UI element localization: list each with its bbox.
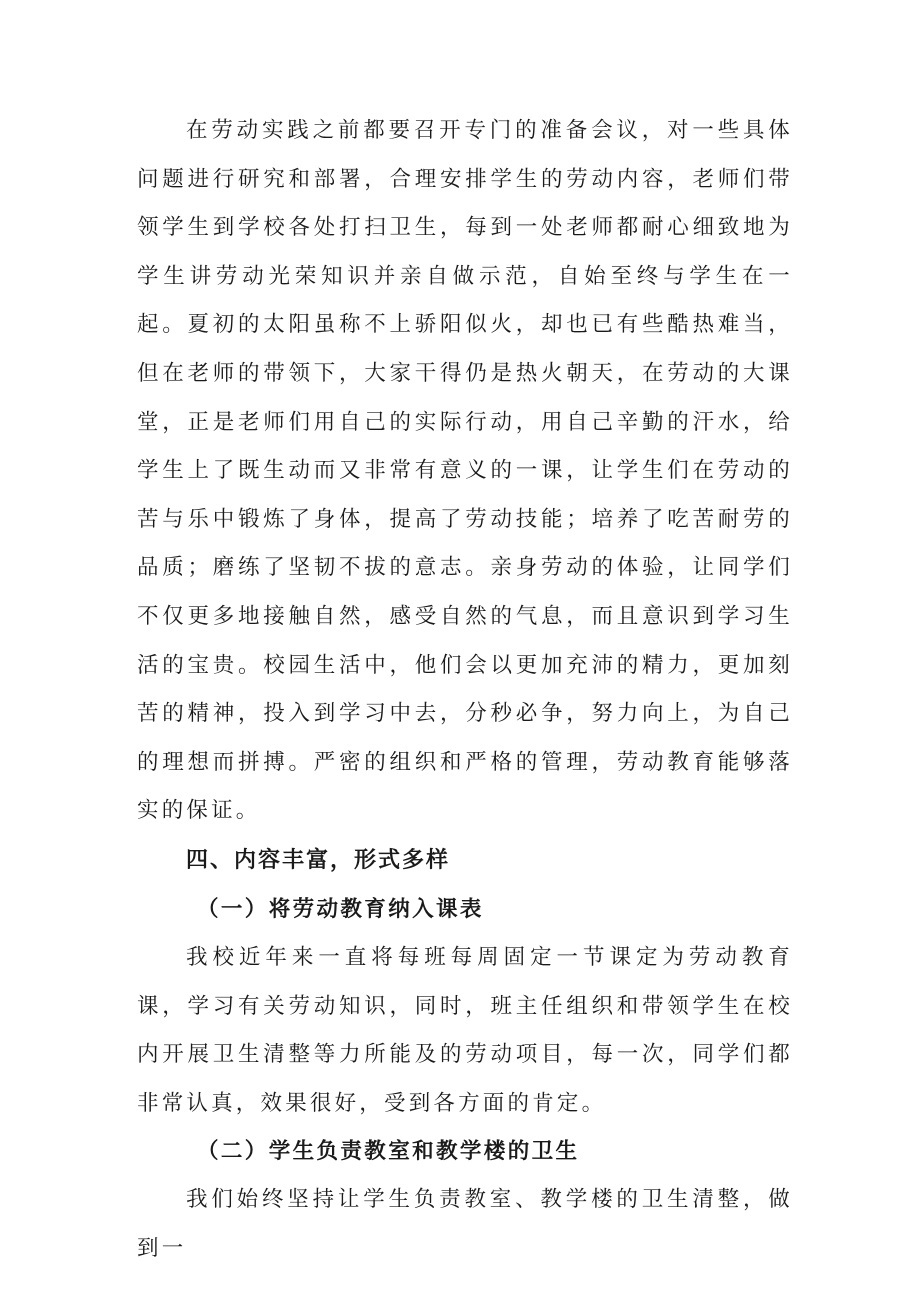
paragraph-hygiene-duty: 我们始终坚持让学生负责教室、教学楼的卫生清整，做到一 [137, 1187, 793, 1261]
document-body [137, 107, 793, 1273]
paragraph-weekly-labor-class: 我校近年来一直将每班每周固定一节课定为劳动教育课，学习有关劳动知识，同时，班主任组织和带领学生在校内开展卫生清整等力所能及的劳动项目，每一次，同学们都非常认真，效果很好，受到各方面的肯定。 [137, 944, 793, 1116]
paragraph-labor-practice: 在劳动实践之前都要召开专门的准备会议，对一些具体问题进行研究和部署，合理安排学生的劳动内容，老师们带领学生到学校各处打扫卫生，每到一处老师都耐心细致地为学生讲劳动光荣知识并亲自做示范，自始至终与学生在一起。夏初的太阳虽称不上骄阳似火，却也已有些酷热难当，但在老师的带领下，大家干得仍是热火朝天，在劳动的大课堂，正是老师们用自己的实际行动，用自己辛勤的汗水，给学生上了既生动而又非常有意义的一课，让学生们在劳动的苦与乐中锻炼了身体，提高了劳动技能；培养了吃苦耐劳的品质；磨练了坚韧不拔的意志。亲身劳动的体验，让同学们不仅更多地接触自然，感受自然的气息，而且意识到学习生活的宝贵。校园生活中，他们会以更加充沛的精力，更加刻苦的精神，投入到学习中去，分秒必争，努力向上，为自己的理想而拼搏。严密的组织和严格的管理，劳动教育能够落实的保证。 [137, 118, 793, 824]
section-heading-rich-content: 四、内容丰富，形式多样 [186, 847, 451, 873]
subheading-classroom-hygiene: （二）学生负责教室和教学楼的卫生 [197, 1139, 580, 1165]
subheading-curriculum: （一）将劳动教育纳入课表 [197, 896, 484, 922]
